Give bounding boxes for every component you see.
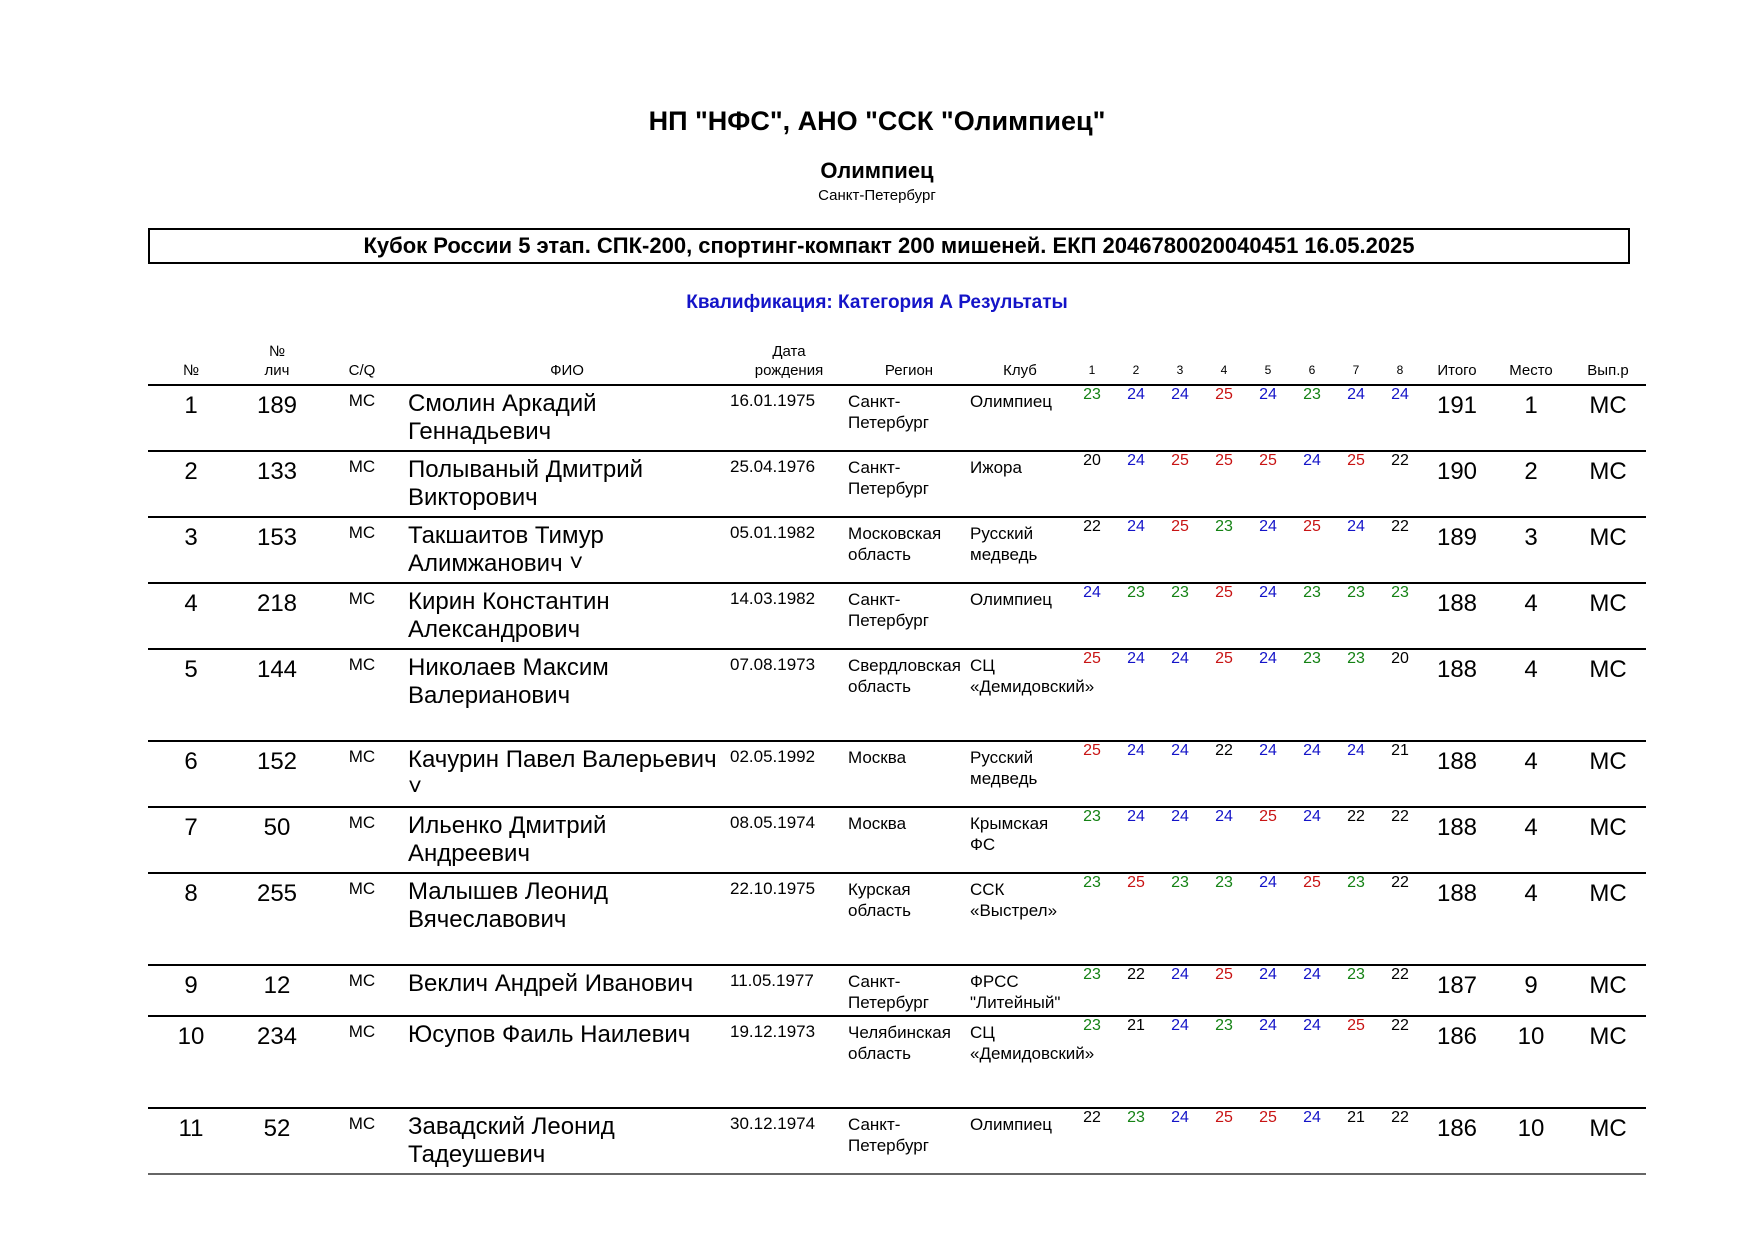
cell-fio: Малышев Леонид Вячеславович <box>404 873 730 965</box>
cell-no: 3 <box>148 517 234 583</box>
col-header-round-4: 4 <box>1202 342 1246 385</box>
cell-club: Русский медведь <box>970 741 1070 807</box>
cell-cq: МС <box>320 517 404 583</box>
cell-round-6: 25 <box>1290 873 1334 965</box>
cell-bib: 153 <box>234 517 320 583</box>
cell-round-2: 21 <box>1114 1016 1158 1108</box>
cell-fio: Юсупов Фаиль Наилевич <box>404 1016 730 1108</box>
cell-round-7: 24 <box>1334 741 1378 807</box>
cell-round-5: 24 <box>1246 965 1290 1016</box>
col-header-round-2: 2 <box>1114 342 1158 385</box>
event-title-box <box>148 228 1630 264</box>
cell-round-5: 24 <box>1246 583 1290 649</box>
col-header-no: № <box>148 342 234 385</box>
cell-round-1: 23 <box>1070 965 1114 1016</box>
cell-round-1: 20 <box>1070 451 1114 517</box>
cell-round-8: 22 <box>1378 517 1422 583</box>
col-header-bib: № лич <box>234 342 320 385</box>
cell-round-1: 22 <box>1070 517 1114 583</box>
cell-fio: Кирин Константин Александрович <box>404 583 730 649</box>
cell-dob: 19.12.1973 <box>730 1016 848 1108</box>
cell-dob: 07.08.1973 <box>730 649 848 741</box>
cell-round-6: 23 <box>1290 583 1334 649</box>
cell-total: 188 <box>1422 583 1492 649</box>
cell-rank: МС <box>1570 1108 1646 1174</box>
cell-rank: МС <box>1570 741 1646 807</box>
cell-round-4: 25 <box>1202 451 1246 517</box>
cell-round-2: 24 <box>1114 807 1158 873</box>
col-header-round-6: 6 <box>1290 342 1334 385</box>
table-row <box>148 583 1646 649</box>
cell-round-8: 22 <box>1378 873 1422 965</box>
cell-region: Санкт-Петербург <box>848 965 970 1016</box>
cell-round-6: 24 <box>1290 1016 1334 1108</box>
cell-no: 7 <box>148 807 234 873</box>
cell-bib: 50 <box>234 807 320 873</box>
cell-place: 4 <box>1492 741 1570 807</box>
table-row <box>148 741 1646 807</box>
cell-bib: 152 <box>234 741 320 807</box>
cell-round-4: 24 <box>1202 807 1246 873</box>
cell-round-4: 22 <box>1202 741 1246 807</box>
event-title: Кубок России 5 этап. СПК-200, спортинг-компакт 200 мишеней. ЕКП 2046780020040451 16.05.2025 <box>363 233 1415 258</box>
cell-cq: МС <box>320 649 404 741</box>
cell-round-3: 23 <box>1158 583 1202 649</box>
cell-bib: 144 <box>234 649 320 741</box>
cell-round-7: 21 <box>1334 1108 1378 1174</box>
venue-title: Олимпиец <box>820 158 934 183</box>
cell-club: ССК «Выстрел» <box>970 873 1070 965</box>
cell-round-6: 24 <box>1290 451 1334 517</box>
cell-fio: Завадский Леонид Тадеушевич <box>404 1108 730 1174</box>
cell-round-7: 23 <box>1334 965 1378 1016</box>
cell-region: Москва <box>848 807 970 873</box>
cell-round-8: 22 <box>1378 451 1422 517</box>
cell-round-2: 24 <box>1114 649 1158 741</box>
col-header-fio: ФИО <box>404 342 730 385</box>
cell-rank: МС <box>1570 1016 1646 1108</box>
cell-round-6: 23 <box>1290 385 1334 451</box>
cell-club: Ижора <box>970 451 1070 517</box>
cell-round-2: 25 <box>1114 873 1158 965</box>
cell-cq: МС <box>320 1016 404 1108</box>
col-header-region: Регион <box>848 342 970 385</box>
table-row <box>148 1016 1646 1108</box>
cell-fio: Николаев Максим Валерианович <box>404 649 730 741</box>
table-row <box>148 807 1646 873</box>
cell-round-3: 24 <box>1158 1016 1202 1108</box>
cell-no: 8 <box>148 873 234 965</box>
cell-round-8: 22 <box>1378 1016 1422 1108</box>
cell-round-7: 23 <box>1334 583 1378 649</box>
cell-rank: МС <box>1570 649 1646 741</box>
cell-bib: 255 <box>234 873 320 965</box>
cell-round-3: 24 <box>1158 807 1202 873</box>
cell-round-4: 25 <box>1202 649 1246 741</box>
table-row <box>148 873 1646 965</box>
cell-cq: МС <box>320 385 404 451</box>
cell-region: Свердловская область <box>848 649 970 741</box>
cell-round-1: 23 <box>1070 807 1114 873</box>
cell-dob: 25.04.1976 <box>730 451 848 517</box>
cell-place: 10 <box>1492 1108 1570 1174</box>
cell-round-3: 24 <box>1158 649 1202 741</box>
cell-place: 4 <box>1492 649 1570 741</box>
cell-round-1: 22 <box>1070 1108 1114 1174</box>
cell-club: Олимпиец <box>970 385 1070 451</box>
organizer-title: НП "НФС", АНО "ССК "Олимпиец" <box>648 106 1106 136</box>
table-row <box>148 517 1646 583</box>
cell-round-4: 23 <box>1202 873 1246 965</box>
cell-round-6: 23 <box>1290 649 1334 741</box>
cell-total: 186 <box>1422 1016 1492 1108</box>
cell-round-8: 22 <box>1378 807 1422 873</box>
cell-total: 188 <box>1422 649 1492 741</box>
cell-round-1: 25 <box>1070 649 1114 741</box>
cell-region: Санкт-Петербург <box>848 1108 970 1174</box>
cell-round-2: 24 <box>1114 517 1158 583</box>
venue-city: Санкт-Петербург <box>818 187 936 204</box>
col-header-round-1: 1 <box>1070 342 1114 385</box>
cell-fio: Качурин Павел Валерьевич ˅ <box>404 741 730 807</box>
cell-bib: 12 <box>234 965 320 1016</box>
cell-round-7: 23 <box>1334 649 1378 741</box>
cell-round-6: 25 <box>1290 517 1334 583</box>
cell-region: Челябинская область <box>848 1016 970 1108</box>
cell-round-4: 25 <box>1202 583 1246 649</box>
cell-round-4: 25 <box>1202 385 1246 451</box>
cell-dob: 02.05.1992 <box>730 741 848 807</box>
col-header-place: Место <box>1492 342 1570 385</box>
cell-round-7: 22 <box>1334 807 1378 873</box>
cell-round-2: 23 <box>1114 1108 1158 1174</box>
cell-round-7: 24 <box>1334 517 1378 583</box>
cell-round-3: 25 <box>1158 517 1202 583</box>
cell-round-2: 23 <box>1114 583 1158 649</box>
cell-round-3: 23 <box>1158 873 1202 965</box>
cell-round-1: 23 <box>1070 1016 1114 1108</box>
cell-round-5: 24 <box>1246 741 1290 807</box>
cell-round-4: 23 <box>1202 1016 1246 1108</box>
cell-total: 187 <box>1422 965 1492 1016</box>
cell-rank: МС <box>1570 965 1646 1016</box>
cell-bib: 133 <box>234 451 320 517</box>
cell-round-8: 23 <box>1378 583 1422 649</box>
cell-fio: Полываный Дмитрий Викторович <box>404 451 730 517</box>
cell-round-3: 24 <box>1158 385 1202 451</box>
cell-place: 4 <box>1492 873 1570 965</box>
cell-total: 189 <box>1422 517 1492 583</box>
cell-place: 4 <box>1492 583 1570 649</box>
cell-round-8: 21 <box>1378 741 1422 807</box>
cell-round-2: 22 <box>1114 965 1158 1016</box>
cell-club: Олимпиец <box>970 1108 1070 1174</box>
cell-fio: Веклич Андрей Иванович <box>404 965 730 1016</box>
col-header-round-5: 5 <box>1246 342 1290 385</box>
cell-round-8: 22 <box>1378 1108 1422 1174</box>
cell-fio: Смолин Аркадий Геннадьевич <box>404 385 730 451</box>
cell-dob: 11.05.1977 <box>730 965 848 1016</box>
cell-dob: 14.03.1982 <box>730 583 848 649</box>
col-header-cq: C/Q <box>320 342 404 385</box>
cell-cq: МС <box>320 965 404 1016</box>
cell-region: Санкт-Петербург <box>848 583 970 649</box>
cell-total: 188 <box>1422 873 1492 965</box>
cell-region: Санкт-Петербург <box>848 451 970 517</box>
cell-club: СЦ «Демидовский» <box>970 649 1070 741</box>
col-header-total: Итого <box>1422 342 1492 385</box>
cell-club: ФРСС "Литейный" <box>970 965 1070 1016</box>
col-header-round-3: 3 <box>1158 342 1202 385</box>
cell-round-7: 25 <box>1334 451 1378 517</box>
col-header-club: Клуб <box>970 342 1070 385</box>
cell-round-2: 24 <box>1114 741 1158 807</box>
cell-round-5: 24 <box>1246 1016 1290 1108</box>
table-row <box>148 1108 1646 1174</box>
cell-no: 2 <box>148 451 234 517</box>
cell-round-5: 25 <box>1246 1108 1290 1174</box>
cell-round-8: 20 <box>1378 649 1422 741</box>
cell-no: 9 <box>148 965 234 1016</box>
cell-club: СЦ «Демидовский» <box>970 1016 1070 1108</box>
cell-region: Московская область <box>848 517 970 583</box>
cell-region: Курская область <box>848 873 970 965</box>
cell-round-1: 23 <box>1070 385 1114 451</box>
col-header-round-7: 7 <box>1334 342 1378 385</box>
cell-bib: 218 <box>234 583 320 649</box>
cell-round-3: 24 <box>1158 1108 1202 1174</box>
cell-round-1: 25 <box>1070 741 1114 807</box>
cell-round-5: 25 <box>1246 807 1290 873</box>
cell-round-6: 24 <box>1290 965 1334 1016</box>
table-row <box>148 385 1646 451</box>
cell-round-5: 24 <box>1246 517 1290 583</box>
cell-dob: 05.01.1982 <box>730 517 848 583</box>
table-header-row <box>148 342 1646 385</box>
cell-cq: МС <box>320 451 404 517</box>
cell-no: 10 <box>148 1016 234 1108</box>
cell-place: 2 <box>1492 451 1570 517</box>
cell-round-5: 24 <box>1246 649 1290 741</box>
cell-cq: МС <box>320 1108 404 1174</box>
cell-round-7: 23 <box>1334 873 1378 965</box>
cell-round-1: 24 <box>1070 583 1114 649</box>
cell-round-3: 24 <box>1158 965 1202 1016</box>
cell-dob: 08.05.1974 <box>730 807 848 873</box>
cell-round-7: 25 <box>1334 1016 1378 1108</box>
cell-round-6: 24 <box>1290 807 1334 873</box>
cell-rank: МС <box>1570 385 1646 451</box>
cell-round-8: 22 <box>1378 965 1422 1016</box>
cell-region: Москва <box>848 741 970 807</box>
cell-rank: МС <box>1570 517 1646 583</box>
cell-cq: МС <box>320 741 404 807</box>
cell-round-3: 25 <box>1158 451 1202 517</box>
cell-club: Крымская ФС <box>970 807 1070 873</box>
cell-no: 4 <box>148 583 234 649</box>
cell-round-4: 23 <box>1202 517 1246 583</box>
table-row <box>148 965 1646 1016</box>
cell-dob: 30.12.1974 <box>730 1108 848 1174</box>
cell-fio: Ильенко Дмитрий Андреевич <box>404 807 730 873</box>
cell-fio: Такшаитов Тимур Алимжанович ˅ <box>404 517 730 583</box>
cell-no: 6 <box>148 741 234 807</box>
cell-cq: МС <box>320 873 404 965</box>
cell-round-5: 24 <box>1246 385 1290 451</box>
col-header-rank: Вып.р <box>1570 342 1646 385</box>
cell-round-4: 25 <box>1202 1108 1246 1174</box>
results-subtitle: Квалификация: Категория А Результаты <box>686 292 1068 313</box>
cell-cq: МС <box>320 807 404 873</box>
cell-round-5: 24 <box>1246 873 1290 965</box>
cell-dob: 16.01.1975 <box>730 385 848 451</box>
cell-round-2: 24 <box>1114 385 1158 451</box>
cell-round-2: 24 <box>1114 451 1158 517</box>
cell-place: 4 <box>1492 807 1570 873</box>
cell-cq: МС <box>320 583 404 649</box>
cell-region: Санкт-Петербург <box>848 385 970 451</box>
cell-round-7: 24 <box>1334 385 1378 451</box>
cell-total: 186 <box>1422 1108 1492 1174</box>
cell-total: 188 <box>1422 741 1492 807</box>
cell-bib: 234 <box>234 1016 320 1108</box>
cell-no: 5 <box>148 649 234 741</box>
cell-round-6: 24 <box>1290 1108 1334 1174</box>
cell-bib: 52 <box>234 1108 320 1174</box>
table-row <box>148 451 1646 517</box>
cell-bib: 189 <box>234 385 320 451</box>
cell-club: Русский медведь <box>970 517 1070 583</box>
table-row <box>148 649 1646 741</box>
cell-no: 1 <box>148 385 234 451</box>
cell-club: Олимпиец <box>970 583 1070 649</box>
cell-place: 3 <box>1492 517 1570 583</box>
cell-round-1: 23 <box>1070 873 1114 965</box>
cell-dob: 22.10.1975 <box>730 873 848 965</box>
cell-round-4: 25 <box>1202 965 1246 1016</box>
cell-round-3: 24 <box>1158 741 1202 807</box>
cell-rank: МС <box>1570 873 1646 965</box>
cell-total: 188 <box>1422 807 1492 873</box>
results-table <box>148 342 1646 1175</box>
cell-total: 191 <box>1422 385 1492 451</box>
cell-rank: МС <box>1570 583 1646 649</box>
cell-round-5: 25 <box>1246 451 1290 517</box>
cell-rank: МС <box>1570 451 1646 517</box>
col-header-round-8: 8 <box>1378 342 1422 385</box>
cell-round-8: 24 <box>1378 385 1422 451</box>
cell-place: 10 <box>1492 1016 1570 1108</box>
col-header-dob: Дата рождения <box>730 342 848 385</box>
cell-total: 190 <box>1422 451 1492 517</box>
cell-place: 1 <box>1492 385 1570 451</box>
cell-place: 9 <box>1492 965 1570 1016</box>
cell-no: 11 <box>148 1108 234 1174</box>
cell-rank: МС <box>1570 807 1646 873</box>
cell-round-6: 24 <box>1290 741 1334 807</box>
